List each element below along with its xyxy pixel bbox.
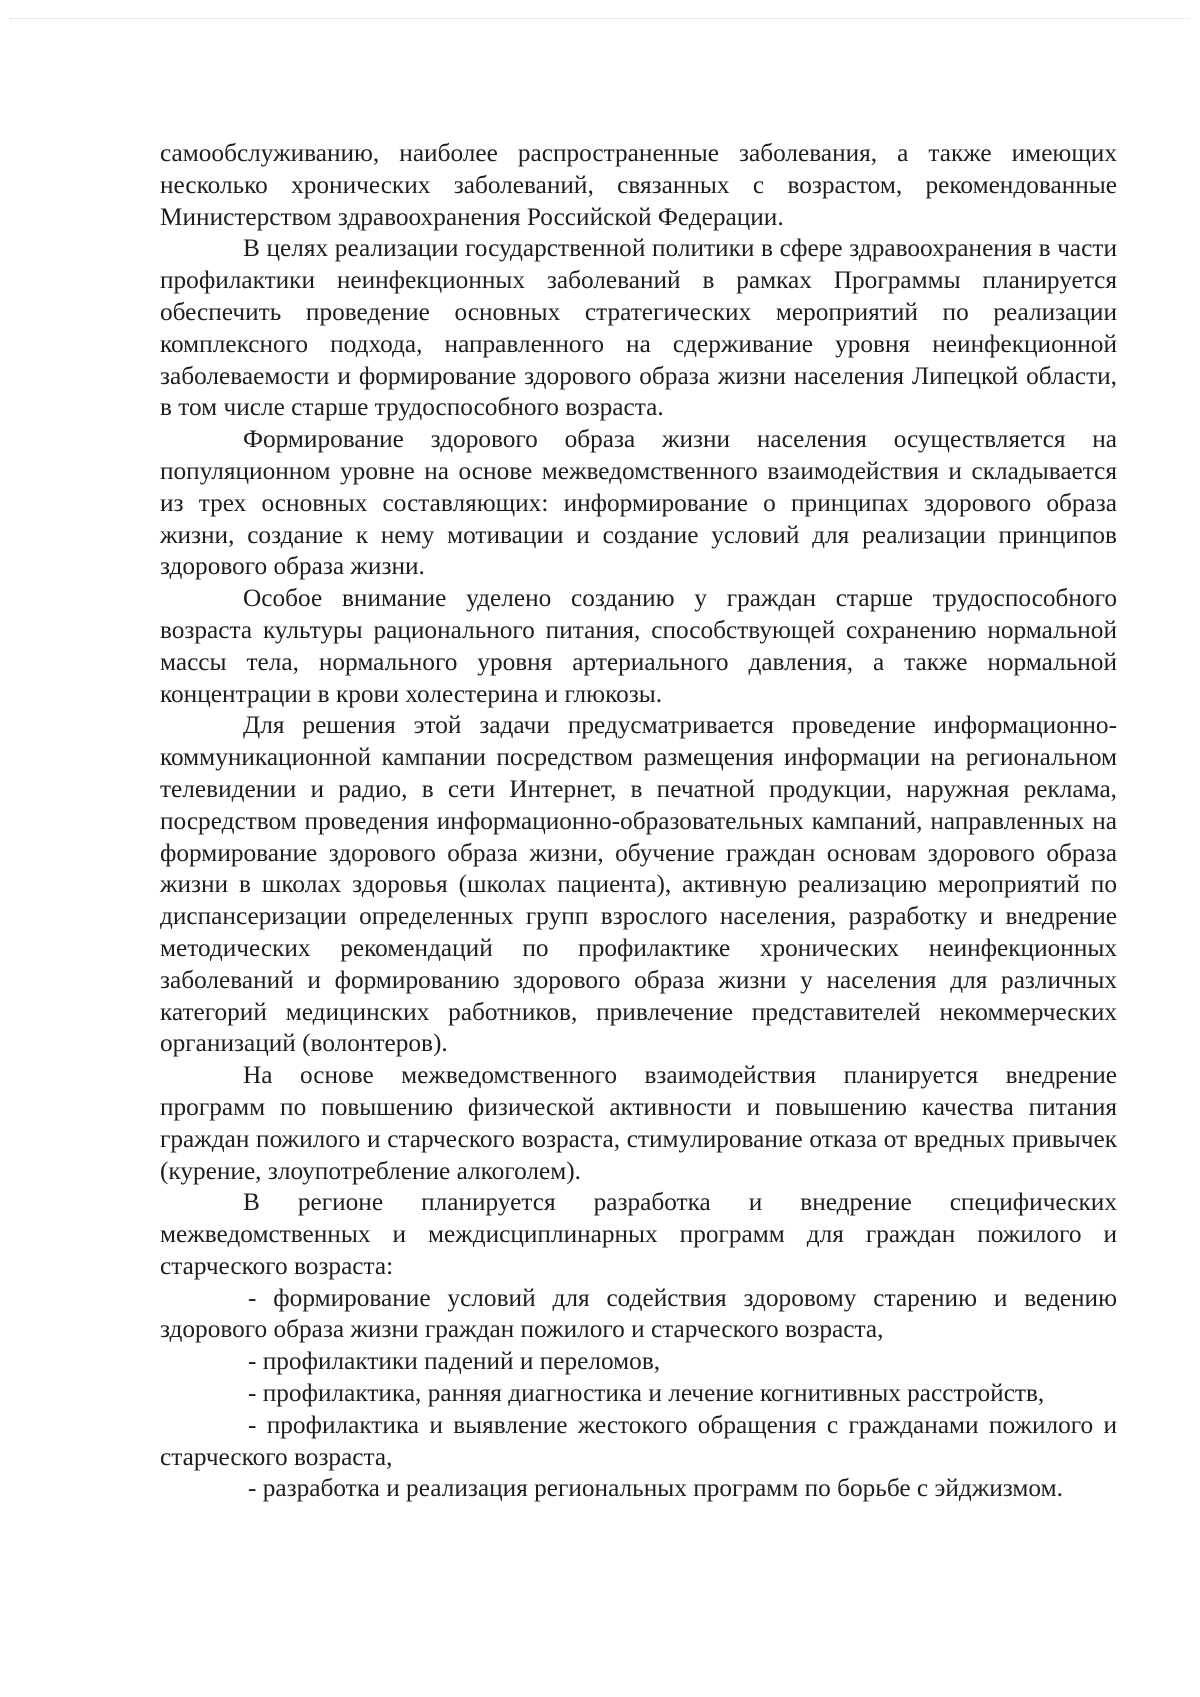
- paragraph-nutrition-culture: Особое внимание уделено созданию у граждан старше трудоспособного возраста культуры рационального питания, способствующей сохранению нормальной массы тела, нормального уровня артериального давления, а также нормальной концентрации в крови холестерина и глюкозы.: [160, 584, 1117, 708]
- paragraph-interagency-programs: На основе межведомственного взаимодействия планируется внедрение программ по повышению физической активности и повышению качества питания граждан пожилого и старческого возраста, стимулирование отказа от вредных привычек (курение, злоупотребление алкоголем).: [160, 1061, 1117, 1185]
- list-item-cognitive-disorders: - профилактика, ранняя диагностика и лечение когнитивных расстройств,: [248, 1379, 1045, 1408]
- paragraph-healthy-lifestyle: Формирование здорового образа жизни населения осуществляется на популяционном уровне на основе межведомственного взаимодействия и складывается из трех основных составляющих: информирование о принципах здорового образа жизни, создание к нему мотивации и создание условий для реализации принципов здорового образа жизни.: [160, 425, 1117, 581]
- list-item-healthy-aging: - формирование условий для содействия здоровому старению и ведению здорового образа жизни граждан пожилого и старческого возраста,: [160, 1283, 1117, 1344]
- paragraph-regional-programs: В регионе планируется разработка и внедрение специфических межведомственных и междисциплинарных программ для граждан пожилого и старческого возраста:: [160, 1188, 1117, 1280]
- list-item-falls-prevention: - профилактики падений и переломов,: [248, 1347, 661, 1376]
- list-item-ageism: - разработка и реализация региональных программ по борьбе с эйджизмом.: [248, 1474, 1063, 1503]
- paragraph-continuation: самообслуживанию, наиболее распространенные заболевания, а также имеющих несколько хронических заболеваний, связанных с возрастом, рекомендованные Министерством здравоохранения Российской Федерации.: [160, 139, 1117, 231]
- paragraph-health-policy: В целях реализации государственной политики в сфере здравоохранения в части профилактики неинфекционных заболеваний в рамках Программы планируется обеспечить проведение основных стратегических мероприятий по реализации комплексного подхода, направленного на сдерживание уровня неинфекционной заболеваемости и формирование здорового образа жизни населения Липецкой области, в том числе старше трудоспособного возраста.: [160, 234, 1117, 422]
- document-body: [160, 138, 1117, 1505]
- paragraph-information-campaign: Для решения этой задачи предусматривается проведение информационно-коммуникационной кампании посредством размещения информации на региональном телевидении и радио, в сети Интернет, в печатной продукции, наружная реклама, посредством проведения информационно-образовательных кампаний, направленных на формирование здорового образа жизни, обучение граждан основам здорового образа жизни в школах здоровья (школах пациента), активную реализацию мероприятий по диспансеризации определенных групп взрослого населения, разработку и внедрение методических рекомендаций по профилактике хронических неинфекционных заболеваний и формированию здорового образа жизни у населения для различных категорий медицинских работников, привлечение представителей некоммерческих организаций (волонтеров).: [160, 711, 1117, 1058]
- scan-edge-line: [10, 18, 1190, 19]
- list-item-abuse-prevention: - профилактика и выявление жестокого обращения с гражданами пожилого и старческого возраста,: [160, 1410, 1117, 1471]
